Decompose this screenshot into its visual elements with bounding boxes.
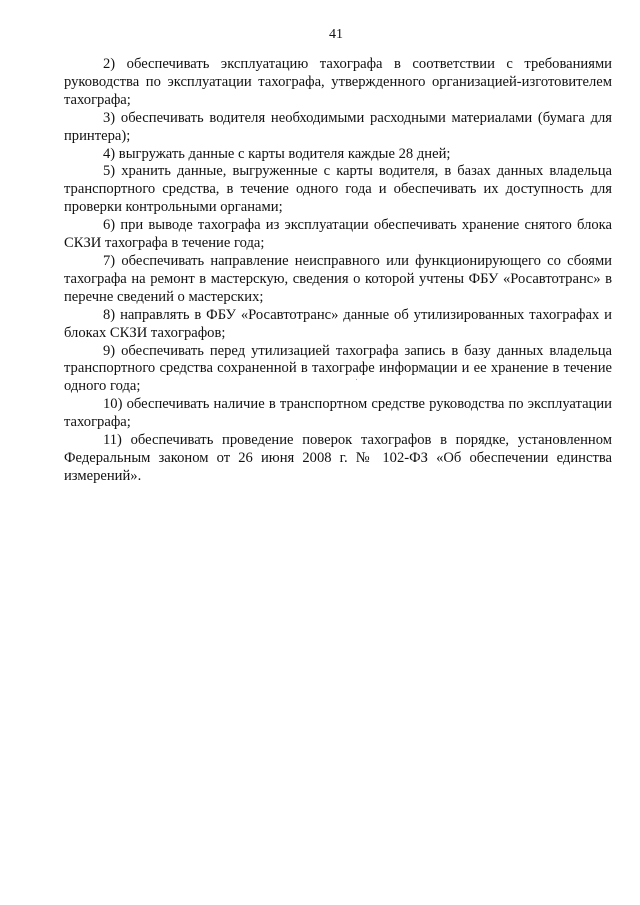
list-item-9: 9) обеспечивать перед утилизацией тахографа запись в базу данных владельца транспортного средства сохраненной в тахографе информации и ее хранение в течение одного года; [64, 342, 612, 395]
list-item-5: 5) хранить данные, выгруженные с карты водителя, в базах данных владельца транспортного средства, в течение одного года и обеспечивать их доступность для проверки контрольными органами; [64, 163, 612, 216]
list-item-7: 7) обеспечивать направление неисправного или функционирующего со сбоями тахографа на ремонт в мастерскую, сведения о которой учтены ФБУ «Росавтотранс» в перечне сведений о мастерских; [64, 252, 612, 305]
list-item-8: 8) направлять в ФБУ «Росавтотранс» данные об утилизированных тахографах и блоках СКЗИ тахографов; [64, 306, 612, 341]
list-item-2: 2) обеспечивать эксплуатацию тахографа в соответствии с требованиями руководства по эксплуатации тахографа, утвержденного организацией-изготовителем тахографа; [64, 56, 612, 108]
list-item-10: 10) обеспечивать наличие в транспортном средстве руководства по эксплуатации тахографа; [64, 396, 612, 431]
document-body [64, 56, 612, 486]
list-item-3: 3) обеспечивать водителя необходимыми расходными материалами (бумага для принтера); [64, 109, 612, 144]
scan-speck [356, 379, 357, 380]
list-item-4: 4) выгружать данные с карты водителя каждые 28 дней; [103, 145, 451, 162]
page-number: 41 [329, 27, 343, 42]
list-item-11: 11) обеспечивать проведение поверок тахографов в порядке, установленном Федеральным законом от 26 июня 2008 г. № 102-ФЗ «Об обеспечении единства измерений». [64, 432, 612, 484]
list-item-6: 6) при выводе тахографа из эксплуатации обеспечивать хранение снятого блока СКЗИ тахографа в течение года; [64, 217, 612, 252]
